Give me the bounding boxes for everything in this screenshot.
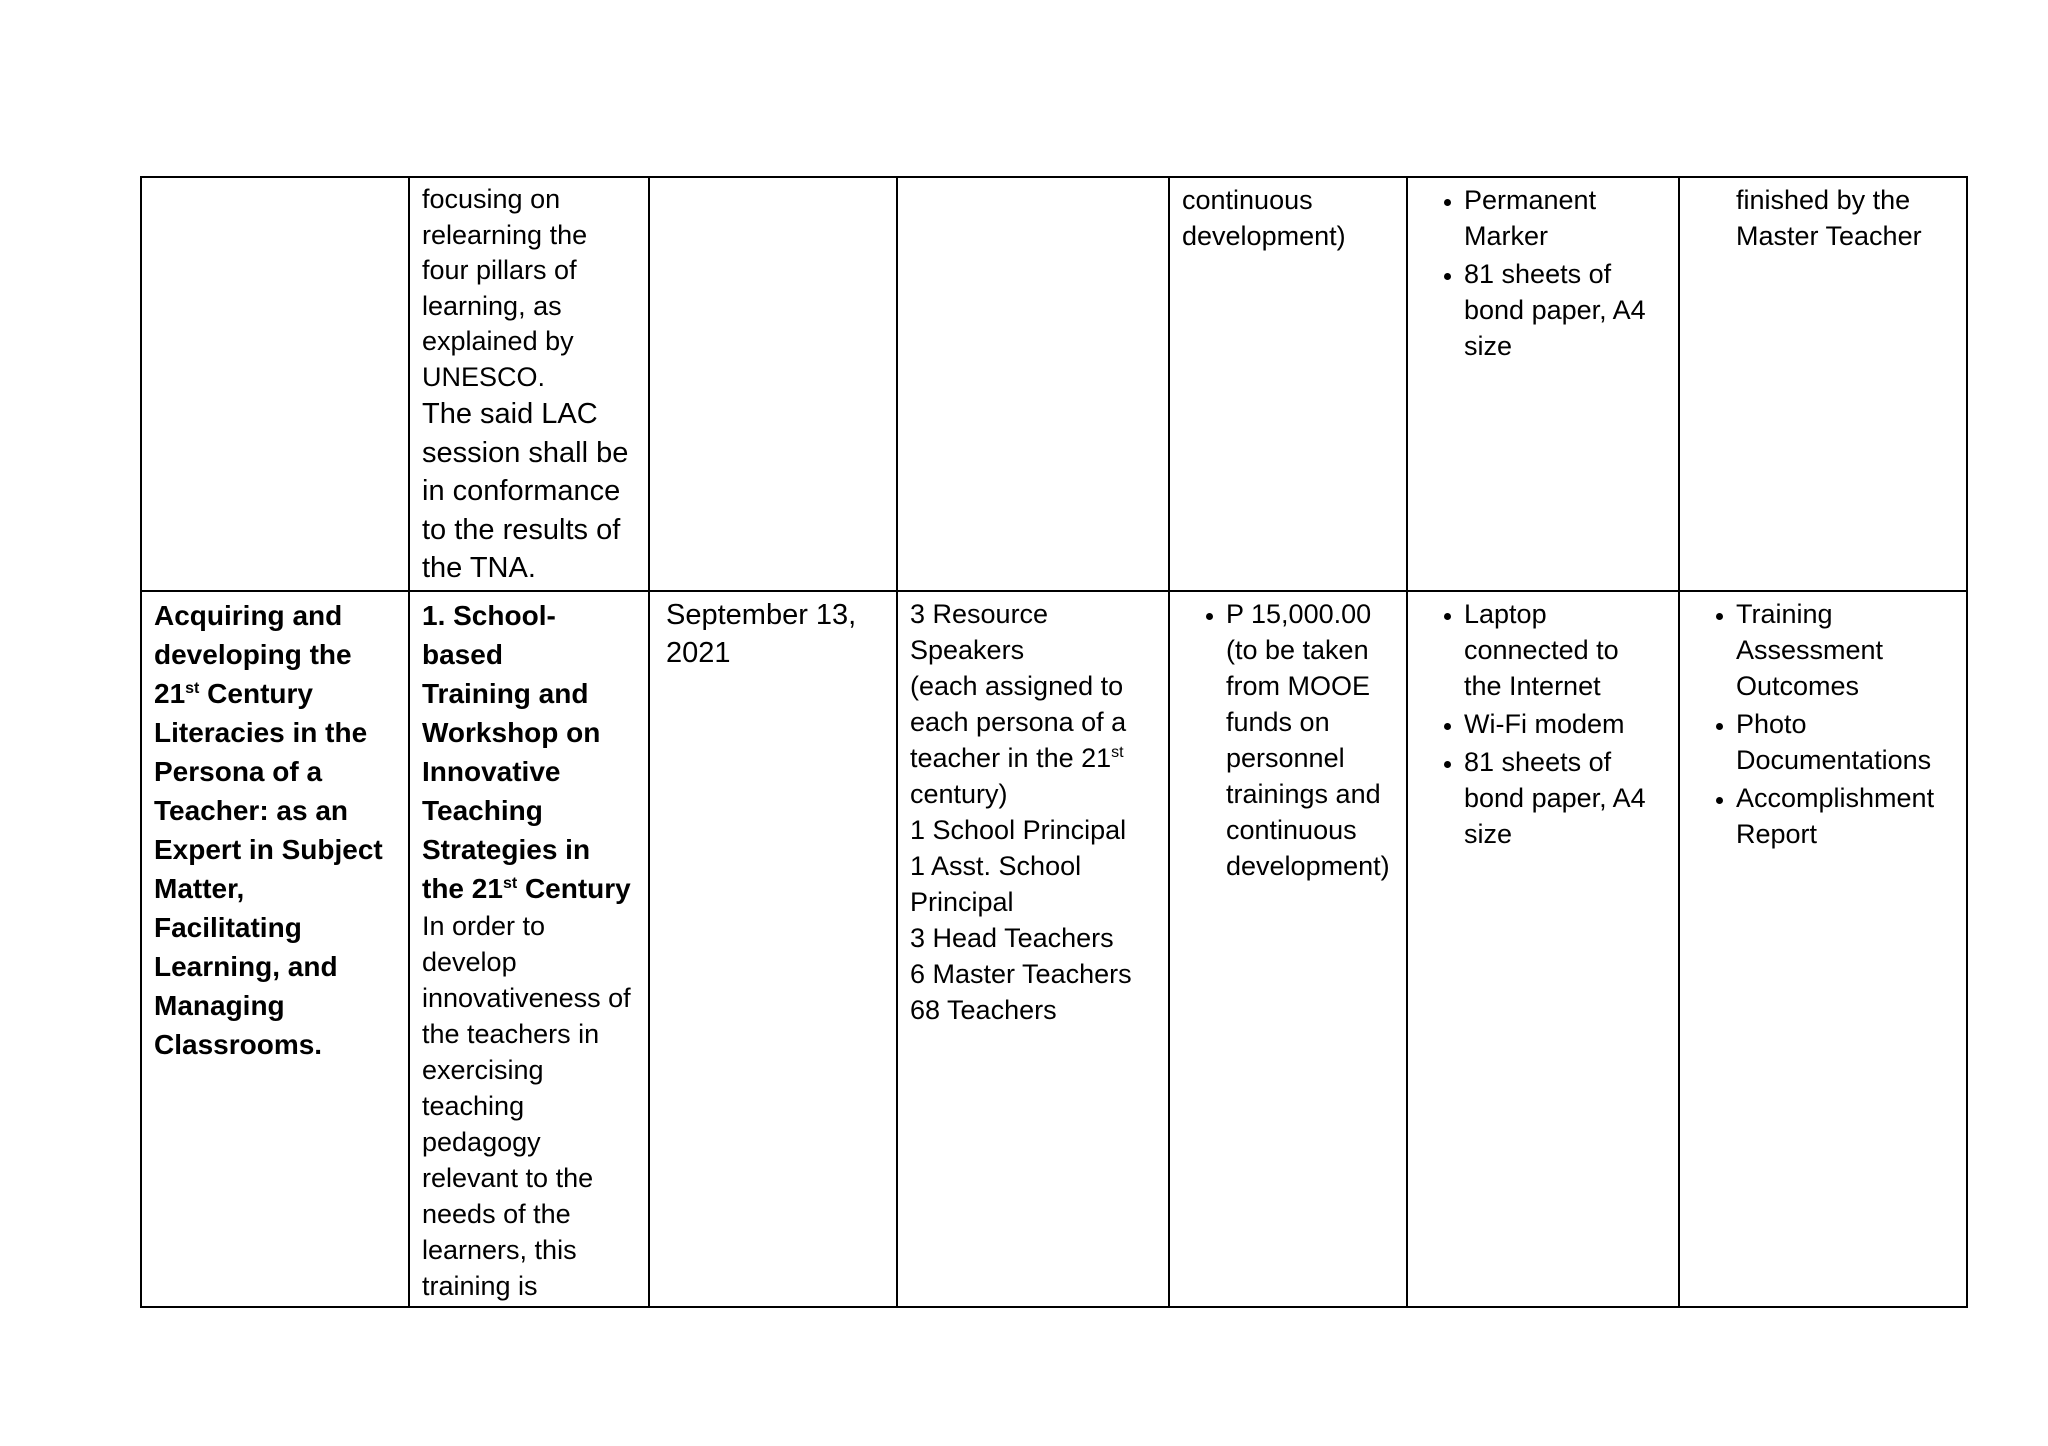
cell-line: 1 Asst. School	[910, 850, 1082, 881]
cell-line: learning, as	[422, 290, 562, 321]
list-item: • Training Assessment Outcomes	[1736, 596, 1954, 704]
bullet-list	[1420, 596, 1666, 852]
cell-line: In order to	[422, 910, 546, 941]
outputs-cell	[1679, 591, 1967, 1307]
resources-cell	[1407, 591, 1679, 1307]
table-row	[141, 177, 1967, 591]
cell-line: Persona of a	[154, 755, 323, 787]
cell-line: relearning the	[422, 219, 588, 250]
cell-line: learners, this	[422, 1234, 577, 1265]
cell-line: the teachers in	[422, 1018, 600, 1049]
bullet-list	[1692, 596, 1954, 852]
cell-line: 21st Century	[154, 677, 313, 709]
cell-line: (each assigned to	[910, 670, 1124, 701]
persons-cell	[897, 591, 1169, 1307]
cell-line: Teacher: as an	[154, 794, 349, 826]
cell-line: develop	[422, 946, 517, 977]
list-item: • Accomplishment Report	[1736, 780, 1954, 852]
cell-line: 1. School-based	[422, 599, 556, 670]
cell-line: Strategies in	[422, 833, 591, 865]
outputs-cell	[1679, 177, 1967, 591]
cell-line: relevant to the	[422, 1162, 594, 1193]
cell-line: century)	[910, 778, 1008, 809]
cell-line: in conformance	[422, 475, 621, 507]
cell-line: Literacies in the	[154, 716, 368, 748]
cell-line: each persona of a	[910, 706, 1127, 737]
cell-line: 3 Resource Speakers	[910, 598, 1049, 665]
list-item: • 81 sheets of bond paper, A4 size	[1464, 744, 1666, 852]
cell-line: Facilitating	[154, 911, 302, 943]
cell-line: Training and	[422, 677, 589, 709]
cell-line: Master Teacher	[1736, 221, 1922, 251]
cell-line: teaching	[422, 1090, 525, 1121]
cell-line: focusing on	[422, 184, 561, 214]
budget-cell	[1169, 177, 1407, 591]
cell-line: training is	[422, 1270, 538, 1301]
budget-cell	[1169, 591, 1407, 1307]
cell-line: The said LAC	[422, 398, 598, 430]
date-cell	[649, 177, 897, 591]
cell-line: to the results of	[422, 513, 621, 546]
list-item: • Wi-Fi modem	[1464, 706, 1666, 742]
cell-line: Workshop on	[422, 716, 601, 748]
cell-line: Expert in Subject	[154, 833, 383, 865]
cell-line: four pillars of	[422, 255, 577, 285]
cell-line: Learning, and	[154, 950, 338, 982]
cell-line: Acquiring and	[154, 599, 343, 631]
resources-cell	[1407, 177, 1679, 591]
bullet-list	[1420, 182, 1666, 364]
activity-cell	[409, 177, 649, 591]
cell-line: exercising	[422, 1054, 544, 1085]
cell-line: continuous	[1182, 185, 1313, 215]
cell-line: needs of the	[422, 1198, 571, 1229]
list-item: • Laptop connected to the Internet	[1464, 596, 1666, 704]
cell-line: developing the	[154, 638, 352, 670]
cell-line: explained by	[422, 326, 574, 356]
cell-line: session shall be	[422, 436, 629, 469]
objective-cell	[141, 591, 409, 1307]
cell-line: UNESCO.	[422, 361, 546, 392]
persons-cell	[897, 177, 1169, 591]
cell-line: Teaching	[422, 794, 543, 826]
activity-cell	[409, 591, 649, 1307]
cell-line: 2021	[666, 637, 731, 669]
date-cell	[649, 591, 897, 1307]
list-item: • 81 sheets of bond paper, A4 size	[1464, 256, 1666, 364]
cell-line: finished by the	[1736, 185, 1911, 215]
cell-line: Innovative	[422, 755, 561, 787]
cell-line: Managing	[154, 989, 285, 1021]
cell-line: Matter,	[154, 872, 245, 904]
cell-line: the TNA.	[422, 552, 536, 584]
cell-line: 1 School Principal	[910, 814, 1127, 845]
cell-line: the 21st Century	[422, 872, 631, 904]
cell-line: Principal	[910, 886, 1014, 917]
table-row	[141, 591, 1967, 1307]
cell-line: Classrooms.	[154, 1028, 323, 1060]
list-item: • P 15,000.00 (to be taken from MOOE funds on personnel trainings and continuous development)	[1226, 596, 1394, 884]
cell-line: innovativeness of	[422, 982, 631, 1013]
cell-line: 6 Master Teachers	[910, 958, 1132, 989]
cell-line: teacher in the 21st	[910, 742, 1124, 773]
list-item: • Photo Documentations	[1736, 706, 1954, 778]
cell-line: September 13,	[666, 598, 857, 631]
cell-line: 68 Teachers	[910, 994, 1057, 1025]
cell-line: 3 Head Teachers	[910, 922, 1114, 953]
bullet-list	[1182, 596, 1394, 884]
plan-table	[140, 176, 1968, 1308]
list-item: • Permanent Marker	[1464, 182, 1666, 254]
cell-line: development)	[1182, 221, 1346, 251]
cell-line: pedagogy	[422, 1126, 541, 1157]
objective-cell	[141, 177, 409, 591]
